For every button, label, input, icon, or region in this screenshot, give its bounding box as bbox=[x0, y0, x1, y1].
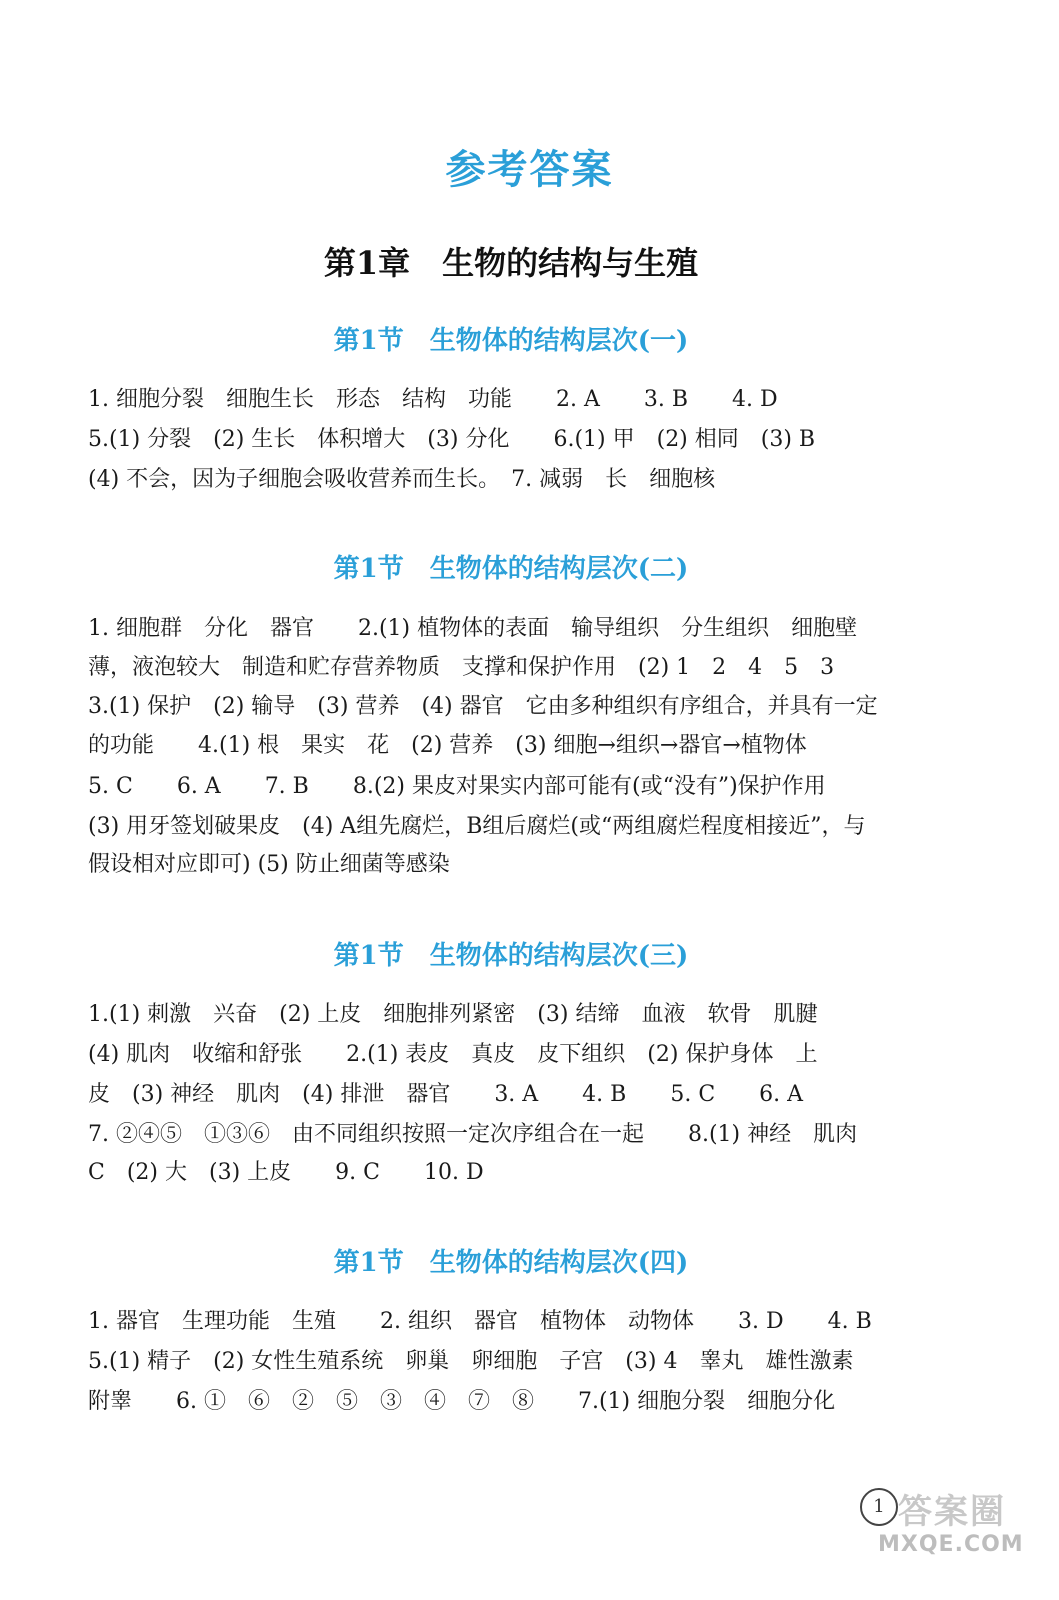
answer-line: 皮 (3) 神经 肌肉 (4) 排泄 器官 3. A 4. B 5. C 6. A bbox=[88, 1082, 804, 1107]
answer-line: 1. 器官 生理功能 生殖 2. 组织 器官 植物体 动物体 3. D 4. B bbox=[88, 1309, 872, 1334]
answer-line: 3.(1) 保护 (2) 输导 (3) 营养 (4) 器官 它由多种组织有序组合，并具有一定 bbox=[88, 694, 878, 719]
answer-line: 7. ②④⑤ ①③⑥ 由不同组织按照一定次序组合在一起 8.(1) 神经 肌肉 bbox=[88, 1122, 858, 1147]
answer-line: 附睾 6. ① ⑥ ② ⑤ ③ ④ ⑦ ⑧ 7.(1) 细胞分裂 细胞分化 bbox=[88, 1389, 836, 1414]
answer-line: 5. C 6. A 7. B 8.(2) 果皮对果实内部可能有(或“没有”)保护作用 bbox=[88, 774, 826, 799]
section-title: 第1节 生物体的结构层次(一) bbox=[333, 326, 689, 356]
answer-line: 1. 细胞分裂 细胞生长 形态 结构 功能 2. A 3. B 4. D bbox=[88, 387, 778, 412]
footer-badge bbox=[858, 1484, 1028, 1574]
chapter-title: 第1章 生物的结构与生殖 bbox=[323, 244, 699, 282]
section-title: 第1节 生物体的结构层次(四) bbox=[333, 1248, 689, 1278]
answer-line: 1. 细胞群 分化 器官 2.(1) 植物体的表面 输导组织 分生组织 细胞壁 bbox=[88, 616, 858, 641]
answer-line: C (2) 大 (3) 上皮 9. C 10. D bbox=[88, 1160, 484, 1185]
answer-line: (4) 肌肉 收缩和舒张 2.(1) 表皮 真皮 皮下组织 (2) 保护身体 上 bbox=[88, 1042, 818, 1067]
page-title: 参考答案 bbox=[445, 146, 614, 193]
page-number: 1 bbox=[860, 1488, 898, 1526]
answer-line: 5.(1) 精子 (2) 女性生殖系统 卵巢 卵细胞 子宫 (3) 4 睾丸 雄性激素 bbox=[88, 1349, 854, 1374]
answer-line: (3) 用牙签划破果皮 (4) A组先腐烂，B组后腐烂(或“两组腐烂程度相接近”，与 bbox=[88, 814, 866, 839]
answer-line: 的功能 4.(1) 根 果实 花 (2) 营养 (3) 细胞→组织→器官→植物体 bbox=[88, 733, 807, 758]
answer-line: 5.(1) 分裂 (2) 生长 体积增大 (3) 分化 6.(1) 甲 (2) 相同 (3) B bbox=[88, 427, 816, 452]
section-title: 第1节 生物体的结构层次(三) bbox=[333, 941, 689, 971]
watermark-logo: 答案圈 bbox=[898, 1492, 1006, 1532]
answer-line: 薄，液泡较大 制造和贮存营养物质 支撑和保护作用 (2) 1 2 4 5 3 bbox=[88, 655, 835, 680]
answer-line: 假设相对应即可) (5) 防止细菌等感染 bbox=[88, 852, 450, 877]
answer-line: 1.(1) 刺激 兴奋 (2) 上皮 细胞排列紧密 (3) 结缔 血液 软骨 肌腱 bbox=[88, 1002, 818, 1027]
watermark-url: MXQE.COM bbox=[878, 1532, 1024, 1557]
section-title: 第1节 生物体的结构层次(二) bbox=[333, 554, 689, 584]
answer-line: (4) 不会，因为子细胞会吸收营养而生长。 7. 减弱 长 细胞核 bbox=[88, 467, 716, 492]
